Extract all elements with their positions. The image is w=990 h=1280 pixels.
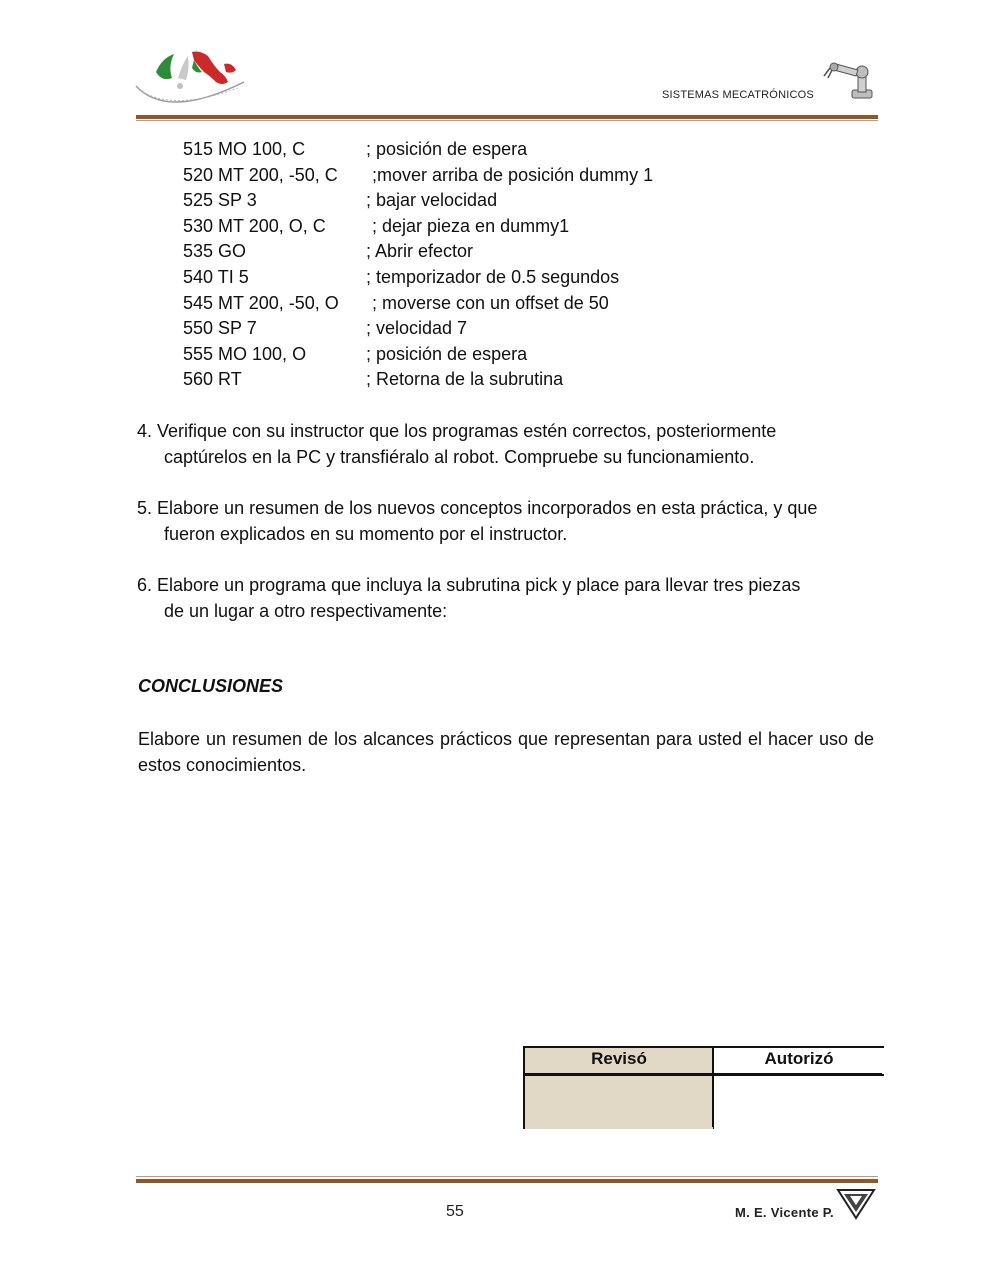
code-comment: ; Retorna de la subrutina bbox=[366, 369, 564, 390]
authorized-header: Autorizó bbox=[714, 1048, 884, 1074]
code-instruction: 560 RT bbox=[183, 369, 242, 390]
code-instruction: 535 GO bbox=[183, 241, 247, 262]
code-comment: ; temporizador de 0.5 segundos bbox=[366, 266, 620, 287]
code-instruction: 530 MT 200, O, C bbox=[183, 215, 326, 236]
footer-logo-icon bbox=[836, 1186, 876, 1220]
code-instruction: 540 TI 5 bbox=[183, 266, 249, 287]
code-comment: ; posición de espera bbox=[366, 139, 528, 159]
footer-rule bbox=[136, 1179, 878, 1183]
code-instruction: 515 MO 100, C bbox=[183, 139, 306, 159]
code-comment: ; moverse con un offset de 50 bbox=[372, 292, 609, 313]
item-4-line-1: 4. Verifique con su instructor que los programas estén correctos, posteriormente bbox=[137, 421, 777, 441]
code-instruction: 550 SP 7 bbox=[183, 318, 257, 339]
code-comment: ; posición de espera bbox=[366, 343, 528, 364]
authorized-signature-cell bbox=[714, 1076, 884, 1129]
footer-rule-thin bbox=[136, 1176, 878, 1177]
robot-arm-icon bbox=[818, 56, 880, 104]
list-item-6 bbox=[137, 573, 873, 624]
header-rule-thin bbox=[136, 120, 878, 121]
header-title: SISTEMAS MECATRÓNICOS bbox=[662, 89, 814, 101]
reviewed-signature-cell bbox=[525, 1076, 713, 1129]
item-4-line-2: captúrelos en la PC y transfiéralo al robot. Compruebe su funcionamiento. bbox=[164, 446, 755, 467]
conclusions-heading: CONCLUSIONES bbox=[138, 676, 284, 696]
list-item-4 bbox=[137, 419, 873, 470]
code-instruction: 555 MO 100, O bbox=[183, 343, 307, 364]
code-comment: ; bajar velocidad bbox=[366, 190, 498, 211]
code-instruction: 520 MT 200, -50, C bbox=[183, 164, 338, 185]
conclusions-text: Elabore un resumen de los alcances prácticos que representan para usted el hacer uso de estos conocimientos. bbox=[138, 729, 874, 775]
reviewed-header: Revisó bbox=[525, 1048, 713, 1074]
header-rule bbox=[136, 115, 878, 119]
table-divider-horizontal bbox=[525, 1073, 882, 1076]
code-comment: ; dejar pieza en dummy1 bbox=[372, 215, 570, 236]
item-6-line-2: de un lugar a otro respectivamente: bbox=[164, 600, 448, 621]
code-instruction: 525 SP 3 bbox=[183, 190, 257, 211]
institution-logo bbox=[128, 42, 252, 114]
code-comment: ; velocidad 7 bbox=[366, 318, 468, 339]
author-name: M. E. Vicente P. bbox=[735, 1205, 834, 1220]
code-comment: ; Abrir efector bbox=[366, 241, 474, 262]
page-number: 55 bbox=[446, 1203, 464, 1220]
item-5-line-1: 5. Elabore un resumen de los nuevos conceptos incorporados en esta práctica, y que bbox=[137, 498, 818, 518]
code-instruction: 545 MT 200, -50, O bbox=[183, 292, 339, 313]
item-5-line-2: fueron explicados en su momento por el instructor. bbox=[164, 523, 568, 544]
table-divider-vertical bbox=[712, 1048, 714, 1127]
code-comment: ;mover arriba de posición dummy 1 bbox=[372, 164, 654, 185]
list-item-5 bbox=[137, 496, 873, 547]
item-6-line-1: 6. Elabore un programa que incluya la subrutina pick y place para llevar tres piezas bbox=[137, 575, 801, 595]
signature-table bbox=[523, 1046, 884, 1129]
